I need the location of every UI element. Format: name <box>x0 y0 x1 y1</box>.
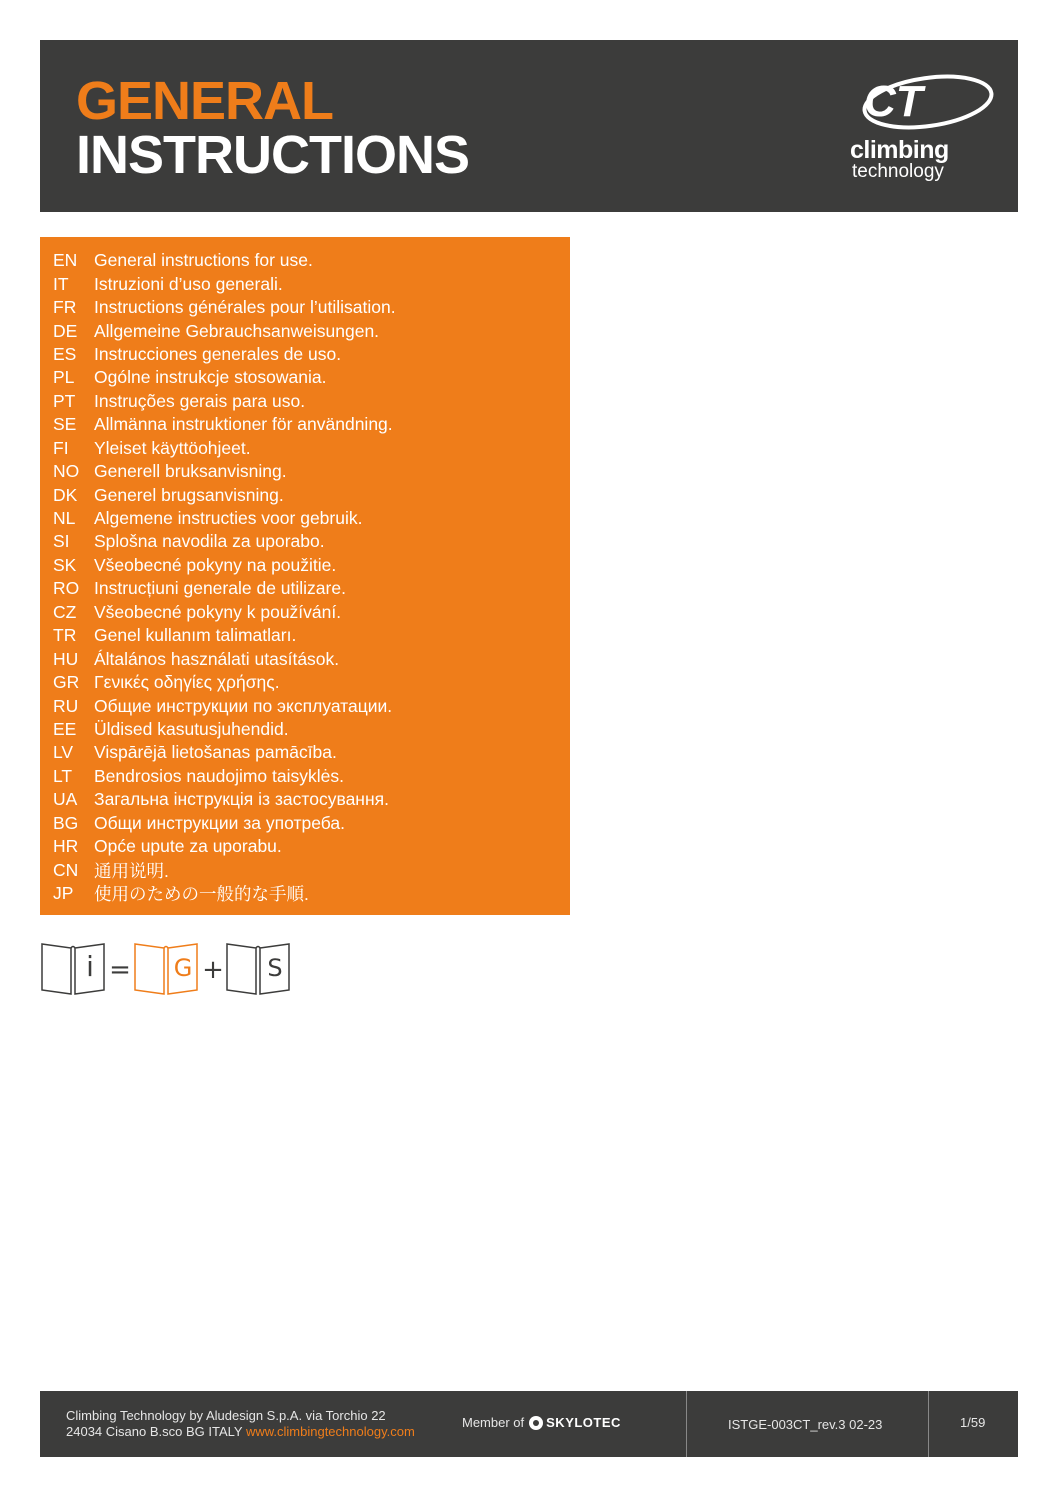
footer-divider <box>686 1391 687 1457</box>
climbing-technology-logo <box>846 68 996 188</box>
language-code: FR <box>53 297 77 318</box>
company-address <box>66 1408 415 1440</box>
language-code: PT <box>53 390 76 411</box>
book-general-icon <box>133 940 199 996</box>
logo-brand-technology: technology <box>852 161 944 182</box>
language-code: HR <box>53 836 79 857</box>
language-row <box>53 413 396 436</box>
svg-text:S: S <box>267 954 283 982</box>
language-code: NL <box>53 508 76 529</box>
language-list <box>53 249 396 905</box>
page-number: 1/59 <box>960 1415 986 1430</box>
language-row <box>53 624 396 647</box>
language-description: 使用のための一般的な手順. <box>94 884 309 905</box>
language-code: NO <box>53 461 80 482</box>
skylotec-logo-icon <box>529 1416 543 1430</box>
language-description: Allgemeine Gebrauchsanweisungen. <box>94 320 380 341</box>
language-list-panel <box>40 237 570 915</box>
language-code: UA <box>53 789 78 810</box>
language-code: DE <box>53 320 78 341</box>
language-description: Γενικές οδηγίες χρήσης. <box>94 672 280 693</box>
address-line-2: 24034 Cisano B.sco BG ITALY www.climbingtechnology.com <box>66 1424 415 1439</box>
language-code: LT <box>53 765 73 786</box>
language-row <box>53 601 396 624</box>
language-row <box>53 390 396 413</box>
language-code: BG <box>53 812 79 833</box>
language-description: Allmänna instruktioner för användning. <box>94 414 393 435</box>
language-description: Instrucciones generales de uso. <box>94 343 342 364</box>
language-description: Üldised kasutusjuhendid. <box>94 718 289 739</box>
language-description: Splošna navodila za uporabo. <box>94 531 325 552</box>
manual-symbols <box>40 940 292 996</box>
language-code: RU <box>53 695 79 716</box>
language-description: Általános használati utasítások. <box>94 648 340 669</box>
language-row <box>53 249 396 272</box>
language-description: Vispārējā lietošanas pamācība. <box>94 742 337 763</box>
language-row <box>53 554 396 577</box>
language-code: SI <box>53 531 70 552</box>
language-description: Istruzioni d’uso generali. <box>94 273 283 294</box>
logo-brand-climbing: climbing <box>850 136 949 164</box>
language-code: IT <box>53 273 69 294</box>
page-footer <box>40 1391 1018 1457</box>
language-code: RO <box>53 578 80 599</box>
language-description: Загальна інструкція із застосування. <box>94 789 389 810</box>
language-row <box>53 507 396 530</box>
title-general: GENERAL <box>76 71 334 131</box>
language-code: CN <box>53 859 79 880</box>
language-code: JP <box>53 883 74 904</box>
website-link[interactable]: www.climbingtechnology.com <box>245 1424 415 1439</box>
title-instructions: INSTRUCTIONS <box>76 125 469 185</box>
language-code: SE <box>53 414 77 435</box>
language-row <box>53 319 396 342</box>
language-row <box>53 647 396 670</box>
language-row <box>53 577 396 600</box>
ct-logo-icon <box>846 68 996 134</box>
language-row <box>53 788 396 811</box>
language-description: 通用说明. <box>94 860 169 881</box>
svg-text:i: i <box>86 950 94 983</box>
page-header <box>40 40 1018 212</box>
language-code: GR <box>53 672 80 693</box>
language-row <box>53 366 396 389</box>
language-description: Generell bruksanvisning. <box>94 461 287 482</box>
language-code: ES <box>53 343 77 364</box>
language-description: Genel kullanım talimatları. <box>94 625 297 646</box>
equals-sign <box>108 940 132 996</box>
skylotec-wordmark: SKYLOTEC <box>546 1415 621 1430</box>
language-row <box>53 858 396 881</box>
language-description: Yleiset käyttöohjeet. <box>94 437 251 458</box>
language-row <box>53 343 396 366</box>
plus-sign <box>201 940 225 996</box>
svg-text:CT: CT <box>864 77 923 126</box>
language-row <box>53 812 396 835</box>
language-description: Общие инструкции по эксплуатации. <box>94 695 393 716</box>
document-reference: ISTGE-003CT_rev.3 02-23 <box>728 1417 883 1432</box>
svg-text:=: = <box>109 955 131 985</box>
language-row <box>53 530 396 553</box>
language-code: PL <box>53 367 75 388</box>
language-code: TR <box>53 625 77 646</box>
language-description: Algemene instructies voor gebruik. <box>94 508 363 529</box>
language-code: FI <box>53 437 69 458</box>
language-row <box>53 437 396 460</box>
language-code: HU <box>53 648 79 669</box>
language-row <box>53 483 396 506</box>
language-row <box>53 460 396 483</box>
skylotec-logo <box>529 1415 621 1430</box>
language-row <box>53 741 396 764</box>
language-code: EN <box>53 250 78 271</box>
address-line-1: Climbing Technology by Aludesign S.p.A. via Torchio 22 <box>66 1408 386 1423</box>
svg-text:G: G <box>173 954 193 982</box>
language-code: SK <box>53 554 77 575</box>
svg-text:+: + <box>202 955 224 985</box>
footer-divider <box>928 1391 929 1457</box>
language-description: General instructions for use. <box>94 250 313 271</box>
book-info-icon <box>40 940 106 996</box>
language-description: Generel brugsanvisning. <box>94 484 284 505</box>
language-row <box>53 765 396 788</box>
language-row <box>53 296 396 319</box>
language-description: Instruções gerais para uso. <box>94 390 306 411</box>
language-description: Instructions générales pour l’utilisation. <box>94 297 396 318</box>
language-row <box>53 671 396 694</box>
book-specific-icon <box>225 940 291 996</box>
language-code: EE <box>53 718 77 739</box>
language-row <box>53 272 396 295</box>
member-label: Member of <box>462 1415 525 1430</box>
language-code: LV <box>53 742 74 763</box>
language-description: Všeobecné pokyny na použitie. <box>94 554 337 575</box>
member-of <box>462 1415 621 1430</box>
language-row <box>53 694 396 717</box>
language-description: Общи инструкции за употреба. <box>94 812 345 833</box>
language-description: Ogólne instrukcje stosowania. <box>94 367 327 388</box>
language-code: CZ <box>53 601 77 622</box>
language-row <box>53 835 396 858</box>
language-description: Všeobecné pokyny k používání. <box>94 601 342 622</box>
language-description: Opće upute za uporabu. <box>94 836 282 857</box>
language-code: DK <box>53 484 78 505</box>
language-row <box>53 718 396 741</box>
language-row <box>53 882 396 905</box>
language-description: Instrucțiuni generale de utilizare. <box>94 578 346 599</box>
language-description: Bendrosios naudojimo taisyklės. <box>94 765 344 786</box>
